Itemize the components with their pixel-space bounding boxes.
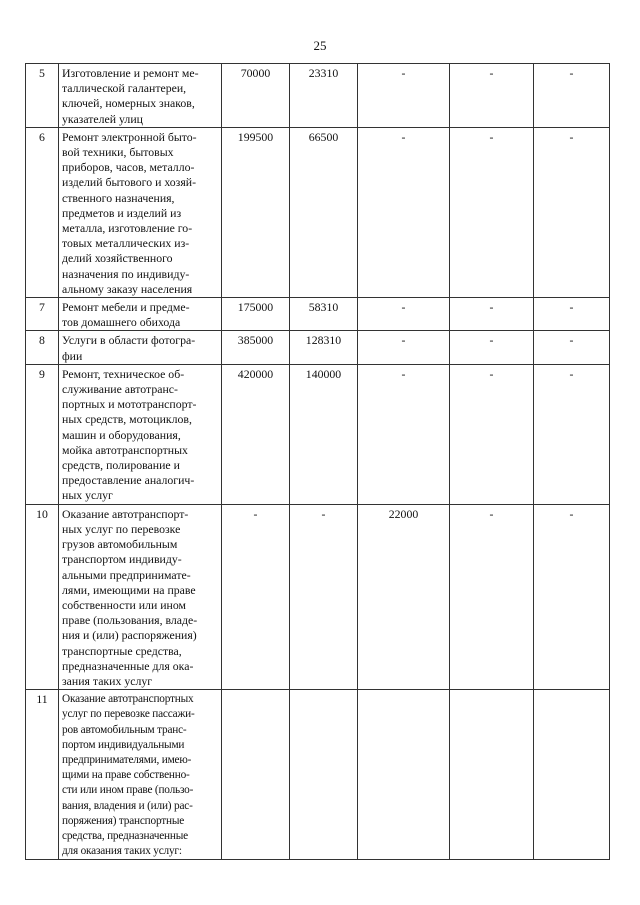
page-number: 25 (313, 38, 327, 53)
row-value-2: - (290, 504, 358, 689)
table-row (26, 364, 610, 504)
table-row (26, 690, 610, 860)
table-row (26, 64, 610, 128)
row-value-2: 23310 (290, 64, 358, 128)
row-value-1: 385000 (222, 331, 290, 364)
row-value-5: - (534, 331, 610, 364)
row-value-4: - (450, 127, 534, 297)
row-value-1: 175000 (222, 298, 290, 331)
row-number: 7 (26, 298, 59, 331)
row-number: 9 (26, 364, 59, 504)
table-row (26, 331, 610, 364)
row-description: Изготовление и ремонт ме- таллической галантереи, ключей, номерных знаков, указателей улиц (59, 64, 222, 128)
row-value-3: 22000 (358, 504, 450, 689)
row-value-3 (358, 690, 450, 860)
row-value-4: - (450, 364, 534, 504)
row-value-4 (450, 690, 534, 860)
row-value-4: - (450, 298, 534, 331)
row-value-5: - (534, 64, 610, 128)
table-row (26, 298, 610, 331)
row-description: Оказание автотранспорт- ных услуг по перевозке грузов автомобильным транспортом индивиду- альными предпринимате- лями, имеющими на праве собственности или ином праве (пользования, владе- ния и (или) распоряжения) транспортные средства, предназначенные для ока- зания таких услуг (59, 504, 222, 689)
row-value-3: - (358, 64, 450, 128)
row-value-5: - (534, 127, 610, 297)
services-table (25, 63, 610, 860)
row-description: Ремонт электронной быто- вой техники, бытовых приборов, часов, металло- изделий бытового и хозяй- ственного назначения, предметов и изделий из металла, изготовление го- товых металлических из- делий хозяйственного назначения по индивиду- альному заказу населения (59, 127, 222, 297)
row-number: 10 (26, 504, 59, 689)
row-number: 6 (26, 127, 59, 297)
row-value-5: - (534, 504, 610, 689)
row-value-2: 66500 (290, 127, 358, 297)
row-number: 11 (26, 690, 59, 860)
row-value-3: - (358, 364, 450, 504)
row-value-1 (222, 690, 290, 860)
row-value-1: 199500 (222, 127, 290, 297)
row-value-3: - (358, 298, 450, 331)
table-row (26, 127, 610, 297)
row-value-3: - (358, 127, 450, 297)
row-value-2 (290, 690, 358, 860)
row-number: 5 (26, 64, 59, 128)
table-row (26, 504, 610, 689)
row-value-1: - (222, 504, 290, 689)
row-value-1: 70000 (222, 64, 290, 128)
row-value-4: - (450, 504, 534, 689)
row-number: 8 (26, 331, 59, 364)
row-description: Оказание автотранспортных услуг по перевозке пассажи- ров автомобильным транс- портом индивидуальными предпринимателями, имею- щими на праве собственно- сти или ином праве (пользо- вания, владения и (или) рас- поряжения) транспортные средства, предназначенные для оказания таких услуг: (59, 690, 222, 860)
row-value-2: 58310 (290, 298, 358, 331)
row-description: Ремонт мебели и предме- тов домашнего обихода (59, 298, 222, 331)
row-value-2: 128310 (290, 331, 358, 364)
row-value-5: - (534, 364, 610, 504)
row-value-5 (534, 690, 610, 860)
row-description: Услуги в области фотогра- фии (59, 331, 222, 364)
row-value-5: - (534, 298, 610, 331)
row-value-4: - (450, 64, 534, 128)
row-value-3: - (358, 331, 450, 364)
row-value-4: - (450, 331, 534, 364)
row-value-1: 420000 (222, 364, 290, 504)
row-value-2: 140000 (290, 364, 358, 504)
row-description: Ремонт, техническое об- служивание автотранс- портных и мототранспорт- ных средств, мотоциклов, машин и оборудования, мойка автотранспортных средств, полирование и предоставление аналогич- ных услуг (59, 364, 222, 504)
